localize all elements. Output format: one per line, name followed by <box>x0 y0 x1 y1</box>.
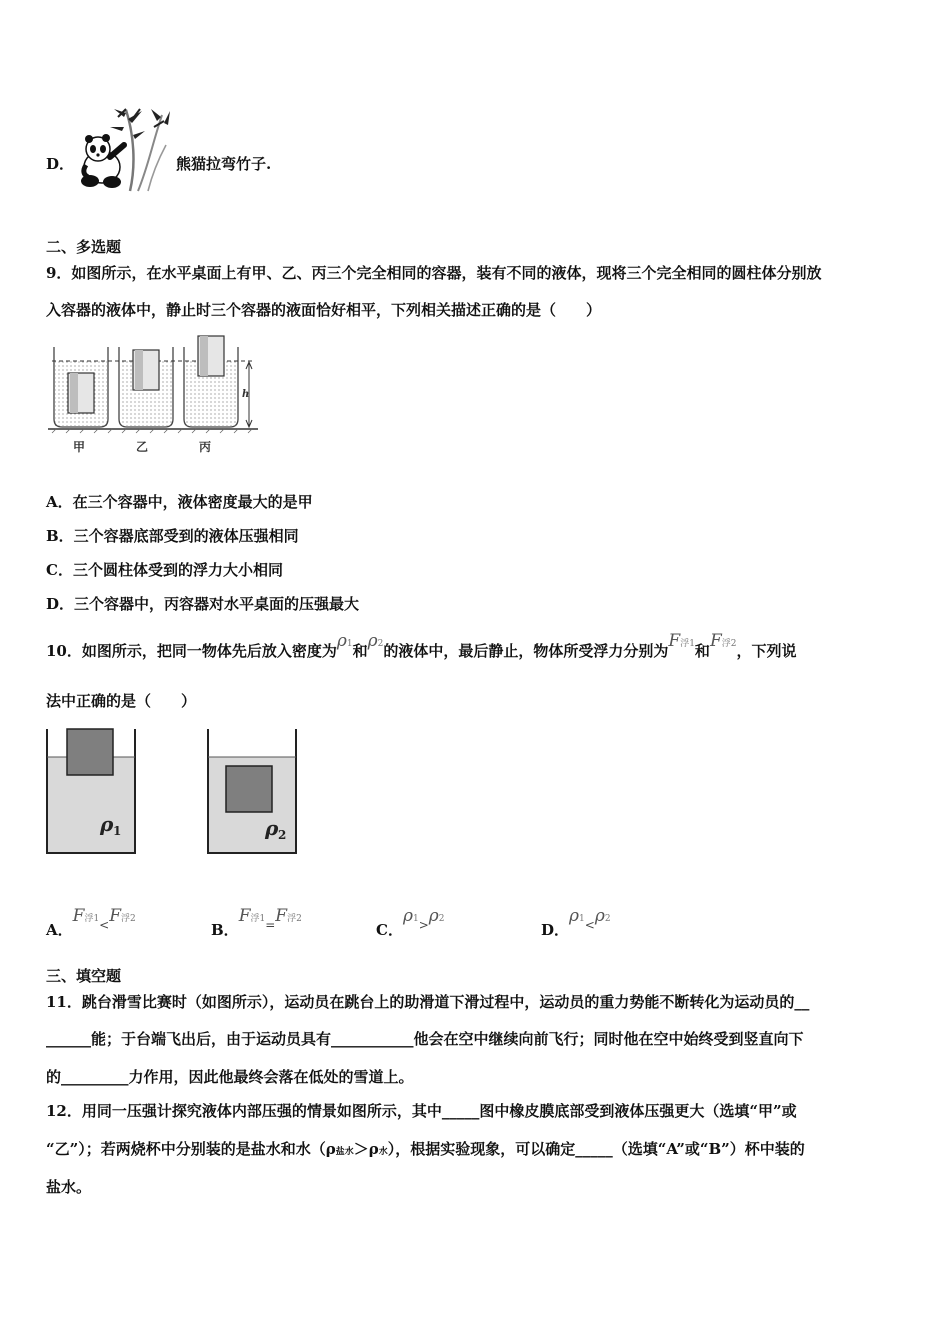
q11-line2: ______能；于台端飞出后，由于运动员具有___________他会在空中继续向前飞行；同时他在空中始终受到竖直向下 <box>46 1030 804 1048</box>
q10-stem-line2: 法中正确的是（ ） <box>46 692 197 710</box>
rho1-label: ρ <box>100 812 114 836</box>
q12-line2: “乙”）；若两烧杯中分别装的是盐水和水（ρ盐水＞ρ水），根据实验现象，可以确定_____（选填“A”或“B”）杯中装的 <box>46 1140 805 1158</box>
container-label-yi: 乙 <box>136 440 149 454</box>
q11-line1: 11．跳台滑雪比赛时（如图所示），运动员在跳台上的助滑道下滑过程中，运动员的重力势能不断转化为运动员的__ <box>46 993 810 1011</box>
q11-line3: 的_________力作用，因此他最终会落在低处的雪道上。 <box>46 1068 414 1086</box>
q12-line1: 12．用同一压强计探究液体内部压强的情景如图所示，其中_____图中橡皮膜底部受到液体压强更大（选填“甲”或 <box>46 1102 797 1120</box>
q10-beakers-figure <box>40 724 310 859</box>
q9-stem-line1: 9．如图所示，在水平桌面上有甲、乙、丙三个完全相同的容器，装有不同的液体，现将三个完全相同的圆柱体分别放 <box>46 264 822 282</box>
q8-option-d-text: 熊猫拉弯竹子. <box>176 155 272 173</box>
q8-option-d-label: D． <box>46 155 75 173</box>
object-floating <box>67 729 113 775</box>
section-2-title: 二、多选题 <box>46 238 122 256</box>
q10-option-a[interactable]: A．F浮$1_<F$浮2 <box>46 906 136 939</box>
q10-option-b[interactable]: B．F浮$1_=F$浮2 <box>211 906 302 939</box>
object-suspended <box>226 766 272 812</box>
section-3-title: 三、填空题 <box>46 967 122 985</box>
h-label: h <box>242 389 250 400</box>
svg-text:2: 2 <box>278 828 287 842</box>
q10-stem-line1: 10．如图所示，把同一物体先后放入密度为ρ1和ρ2的液体中，最后静止，物体所受浮力分别为F浮1和F浮2，下列说 <box>46 631 797 660</box>
q10-option-c[interactable]: C．$\rho 1_>\rho 2$ <box>376 906 445 939</box>
container-label-jia: 甲 <box>73 440 86 454</box>
q9-containers-figure <box>46 333 262 458</box>
container-label-bing: 丙 <box>199 440 212 454</box>
q9-option-a[interactable]: A．在三个容器中，液体密度最大的是甲 <box>46 493 313 511</box>
q9-option-c[interactable]: C．三个圆柱体受到的浮力大小相同 <box>46 561 283 579</box>
q9-stem-line2: 入容器的液体中，静止时三个容器的液面恰好相平，下列相关描述正确的是（ ） <box>46 301 602 319</box>
rho2-label: ρ <box>265 816 279 840</box>
panda-bamboo-illustration <box>78 105 170 193</box>
q10-option-d[interactable]: D．$\rho 1_<\rho 2$ <box>541 906 611 939</box>
q9-option-d[interactable]: D．三个容器中，丙容器对水平桌面的压强最大 <box>46 595 360 613</box>
q12-line3: 盐水。 <box>46 1178 92 1196</box>
q9-option-b[interactable]: B．三个容器底部受到的液体压强相同 <box>46 527 299 545</box>
svg-text:1: 1 <box>113 824 122 838</box>
